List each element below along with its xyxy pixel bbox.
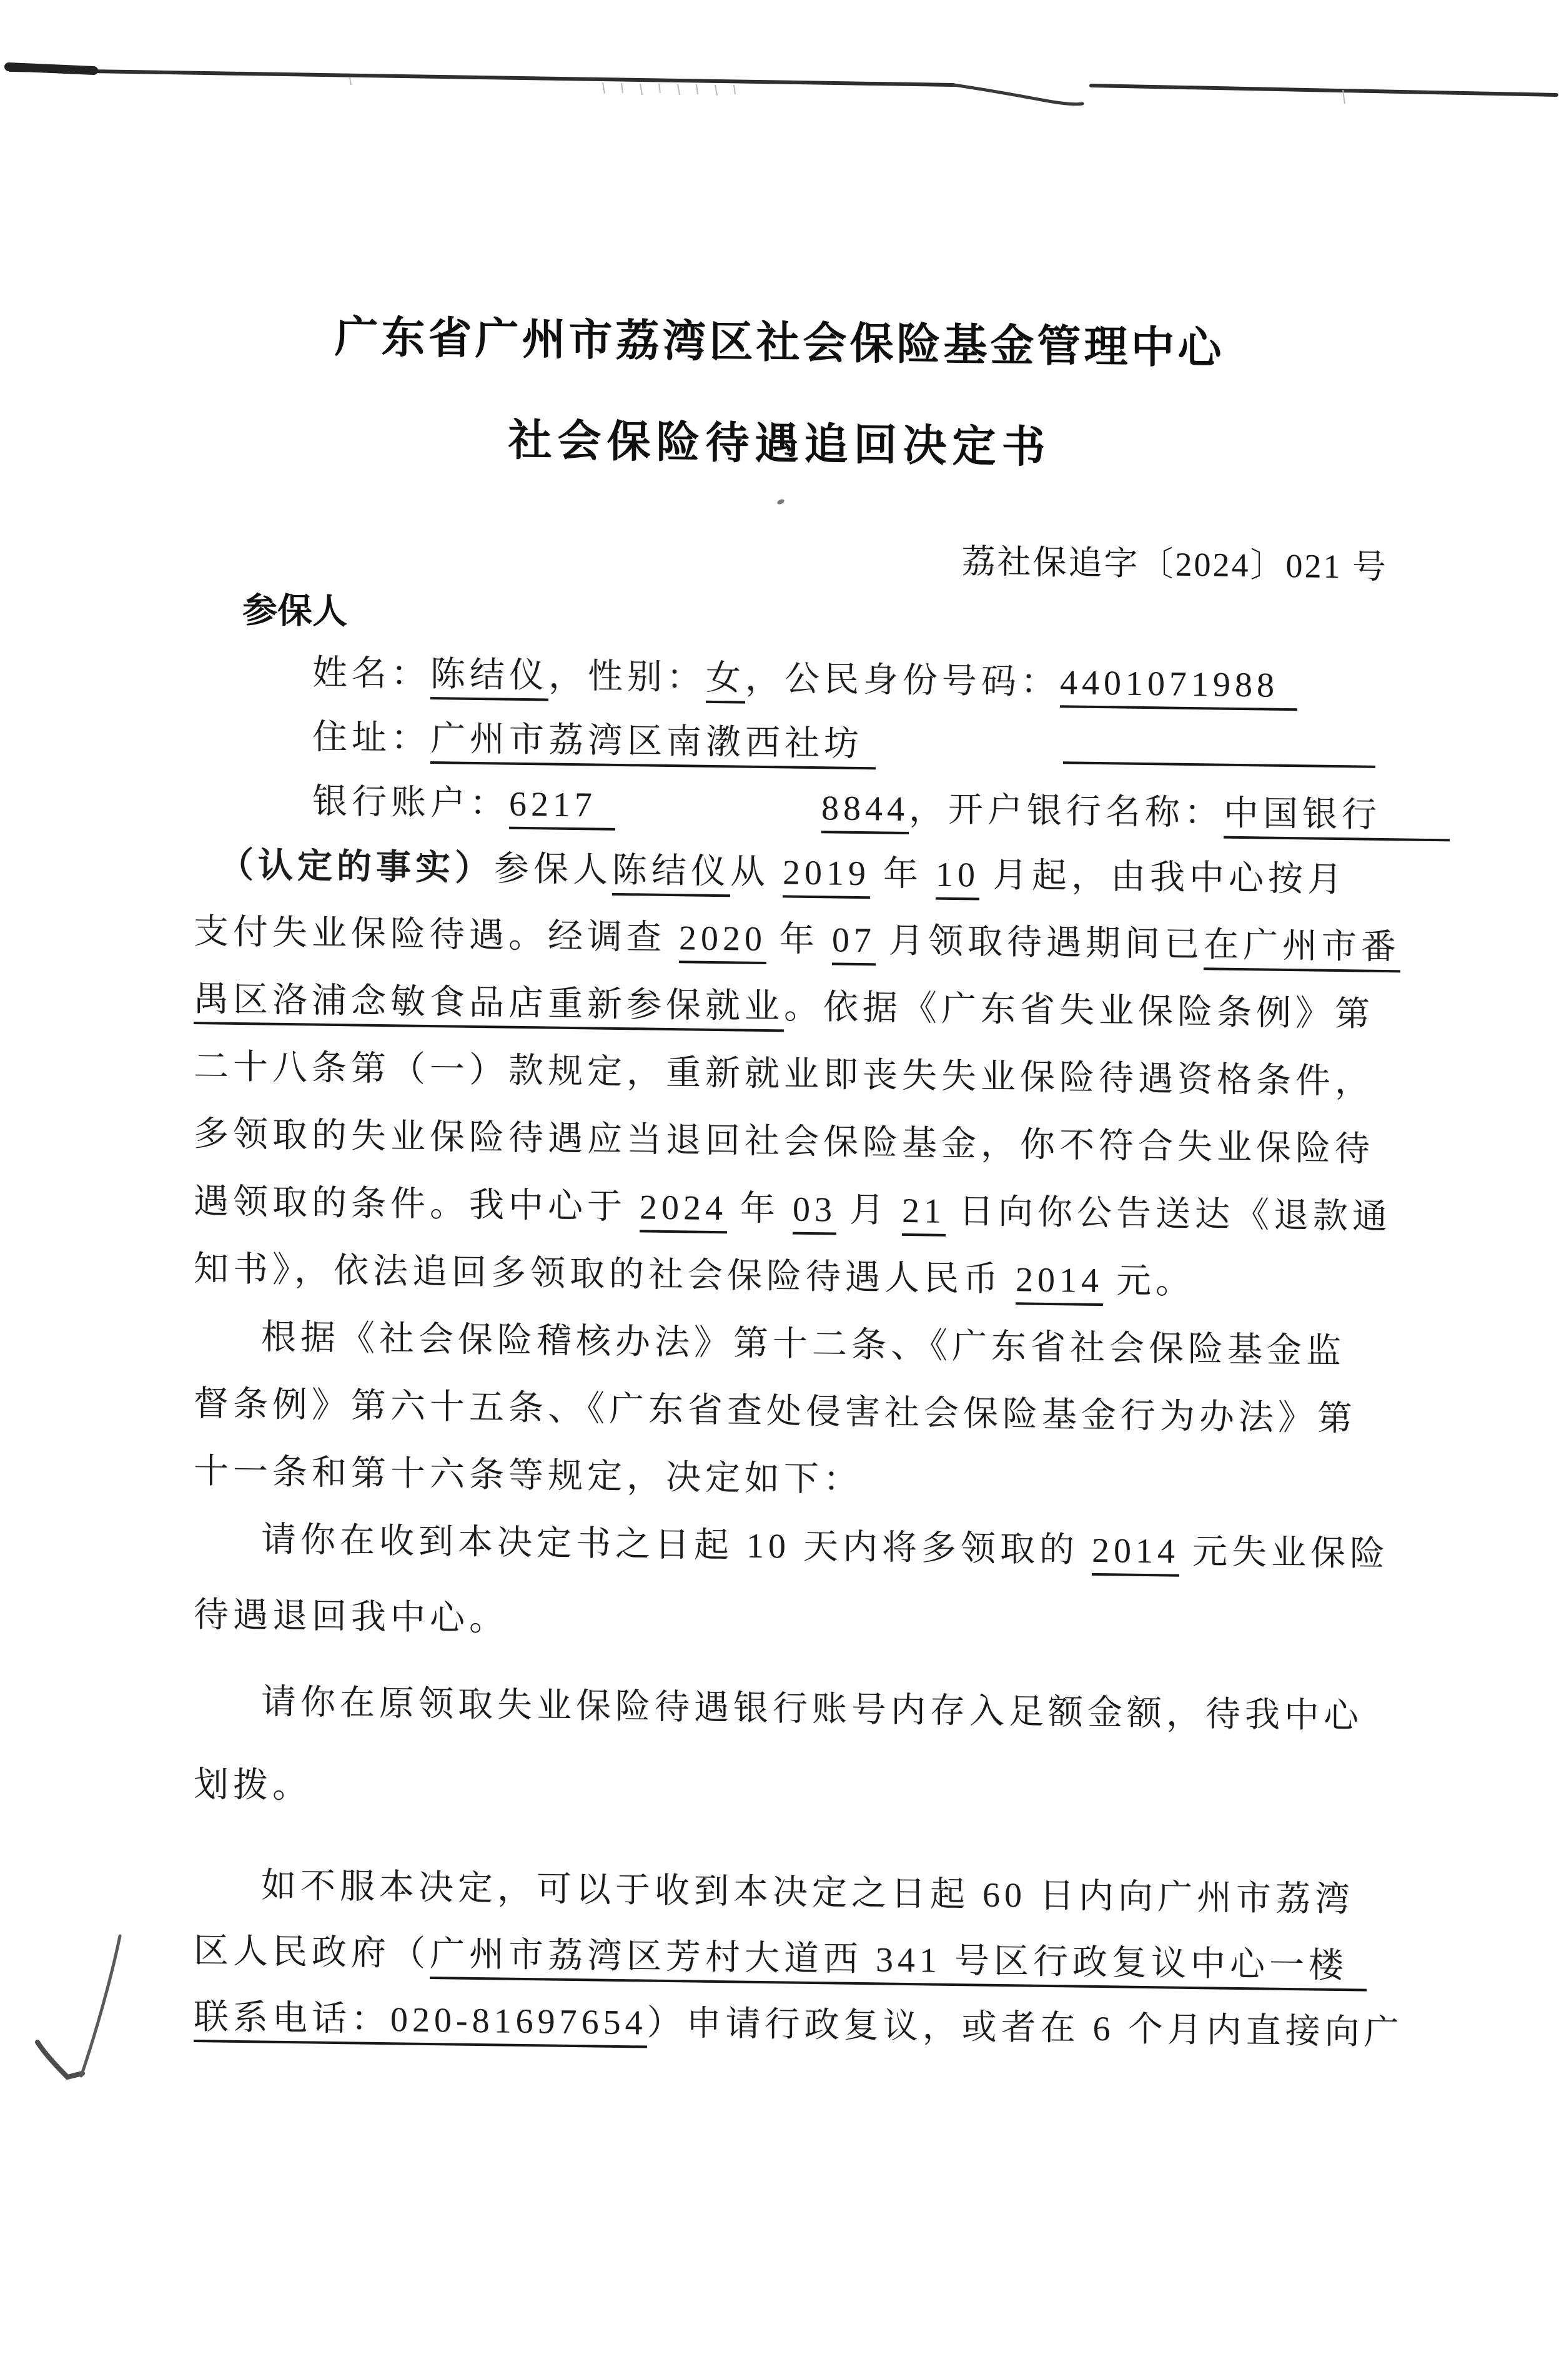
text-segment: 元。 [1103,1262,1195,1302]
org-title: 广东省广州市荔湾区社会保险基金管理中心 [334,312,1225,373]
text-segment: 月起，由我中心按月 [979,856,1347,900]
text-segment: 请你在原领取失业保险待遇银行账号内存入足额金额，待我中心 [261,1682,1363,1736]
text-segment: 多领取的失业保险待遇应当退回社会保险基金，你不符合失业保险待 [194,1115,1374,1169]
underlined-text: 2014 [1016,1260,1103,1306]
text-segment: 月领取待遇期间已 [876,921,1204,965]
block-legal-basis [194,1315,1418,1533]
document-body [194,649,1418,2078]
block-appeal-rights [194,1863,1418,2078]
text-segment: ）申请行政复议，或者在 6 个月内直接向广 [646,2003,1403,2053]
text-segment: 住址： [312,718,430,759]
text-segment: ，开户银行名称： [909,790,1224,833]
text-segment: 。依据《广东省失业保险条例》第 [784,987,1374,1034]
text-segment: 知书》，依法追回多领取的社会保险待遇人民币 [194,1250,1016,1300]
underlined-text: 6217 [509,785,615,831]
text-segment: 待遇退回我中心。 [194,1596,508,1639]
underlined-text: 03 [793,1190,836,1235]
text-segment: （认定的事实） [219,844,494,888]
underlined-text: 在广州市番 [1204,926,1400,972]
text-segment: 月 [836,1190,902,1230]
text-segment: ，性别： [548,656,706,698]
text-segment: 督条例》第六十五条、《广东省查处侵害社会保险基金行为办法》第 [194,1385,1357,1439]
block-recipient-info [194,649,1418,859]
text-line [194,1593,1418,1686]
text-segment: 姓名： [312,653,430,694]
text-segment: 年 [766,920,832,960]
text-segment: 划拨。 [194,1765,312,1806]
underlined-text: 女 [706,659,745,704]
underlined-text: 2024 [640,1188,727,1233]
block-decision-repay [194,1517,1418,1686]
text-line [194,1763,1418,1863]
spacer [876,754,1063,758]
text-segment: 元失业保险 [1179,1532,1389,1574]
underlined-text: 2020 [679,919,766,964]
text-segment: 日向你公告送达《退款通 [946,1192,1392,1237]
underlined-text: 中国银行 [1224,794,1450,842]
text-segment: 请你在收到本决定书之日起 10 天内将多领取的 [261,1520,1092,1570]
underlined-text: 联系电话：020-81697654 [194,1998,647,2048]
underlined-text: 广州市荔湾区芳村大道西 341 号区行政复议中心一楼 [430,1935,1367,1992]
underlined-text: 07 [832,921,876,965]
underlined-text: 4401071988 [1060,663,1297,711]
text-segment: 区人民政府（ [194,1932,430,1974]
text-line [194,1679,1418,1779]
block-facts [194,842,1418,1331]
text-segment: 从 [730,852,783,892]
text-segment: ，公民身份号码： [745,659,1060,703]
text-segment: 银行账户： [312,782,509,824]
doc-number: 荔社保追字〔2024〕021 号 [961,543,1388,586]
text-segment: 如不服本决定，可以于收到本决定之日起 60 日内向广州市荔湾 [261,1866,1354,1920]
text-segment: 根据《社会保险稽核办法》第十二条、《广东省社会保险基金监 [261,1318,1345,1371]
text-segment: 年 [870,854,936,894]
text-segment: 参保人 [494,849,612,890]
text-segment: 十一条和第十六条等规定，决定如下： [194,1452,863,1500]
doc-title: 社会保险待遇追回决定书 [508,415,1051,472]
block-decision-deposit [194,1679,1418,1863]
underlined-text: 陈结仪 [612,851,730,897]
text-segment: 年 [727,1189,793,1229]
underlined-text: 2014 [1092,1531,1179,1577]
underlined-text: 陈结仪 [430,655,548,701]
text-segment: 遇领取的条件。我中心于 [194,1182,640,1227]
text-segment: 支付失业保险待遇。经调查 [194,912,679,958]
underlined-text: 21 [902,1192,946,1237]
underlined-text: 广州市荔湾区南漖西社坊 [430,719,876,769]
text-segment: 二十八条第（一）款规定，重新就业即丧失失业保险待遇资格条件， [194,1047,1374,1102]
underlined-text: 2019 [783,853,870,899]
party-label: 参保人 [242,590,347,631]
underlined-text: 10 [936,856,979,901]
underlined-text: 8844 [821,789,909,834]
spacer [615,816,821,819]
blank-underline [1063,761,1375,768]
underlined-text: 禺区洛浦念敏食品店重新参保就业 [194,980,784,1032]
